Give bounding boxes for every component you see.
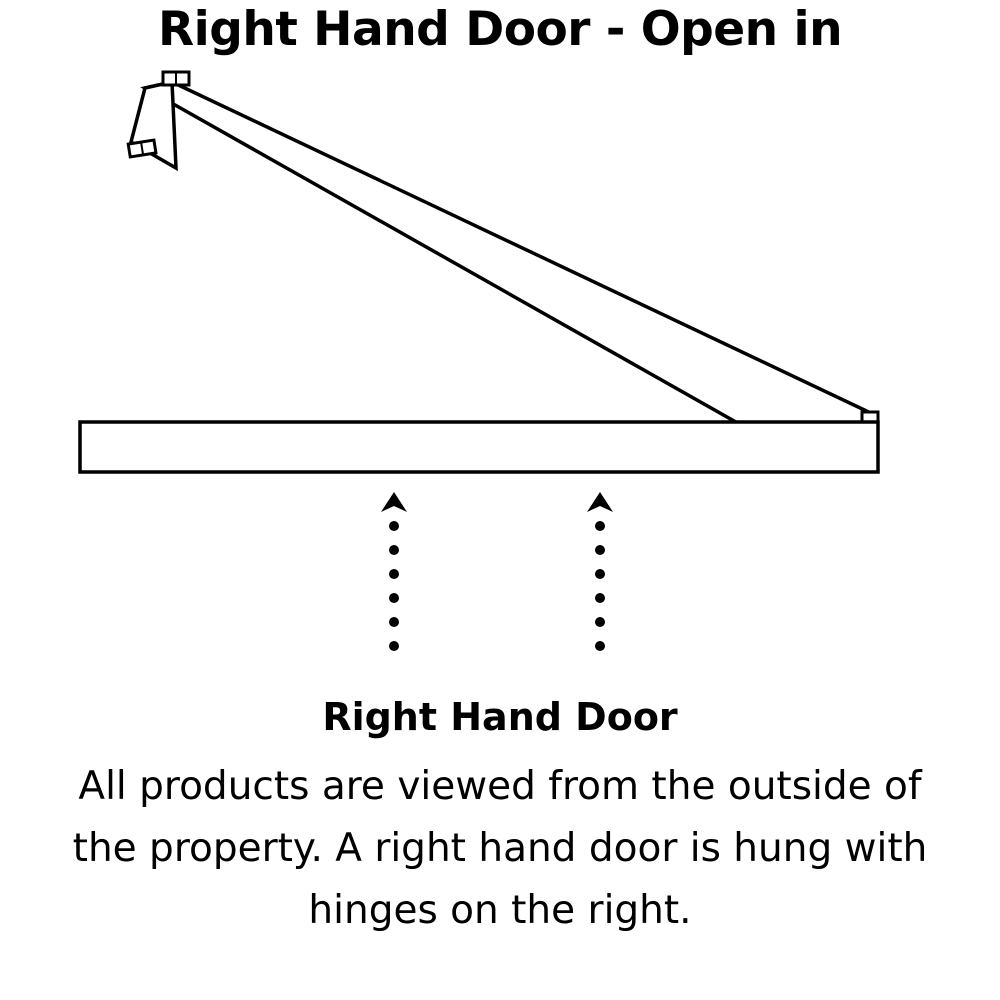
door-leaf-open <box>131 82 875 430</box>
page-title: Right Hand Door - Open in <box>157 2 843 57</box>
caption-heading: Right Hand Door <box>322 695 678 739</box>
arrow-right <box>587 492 613 651</box>
door-frame-header <box>80 422 878 472</box>
hinge-upper <box>163 72 189 85</box>
hinge-lower <box>128 140 156 157</box>
arrow-left <box>381 492 407 651</box>
door-swing-diagram <box>0 60 1000 680</box>
caption-body: All products are viewed from the outside of the property. A right hand door is hung with hinges on the right. <box>72 764 928 933</box>
